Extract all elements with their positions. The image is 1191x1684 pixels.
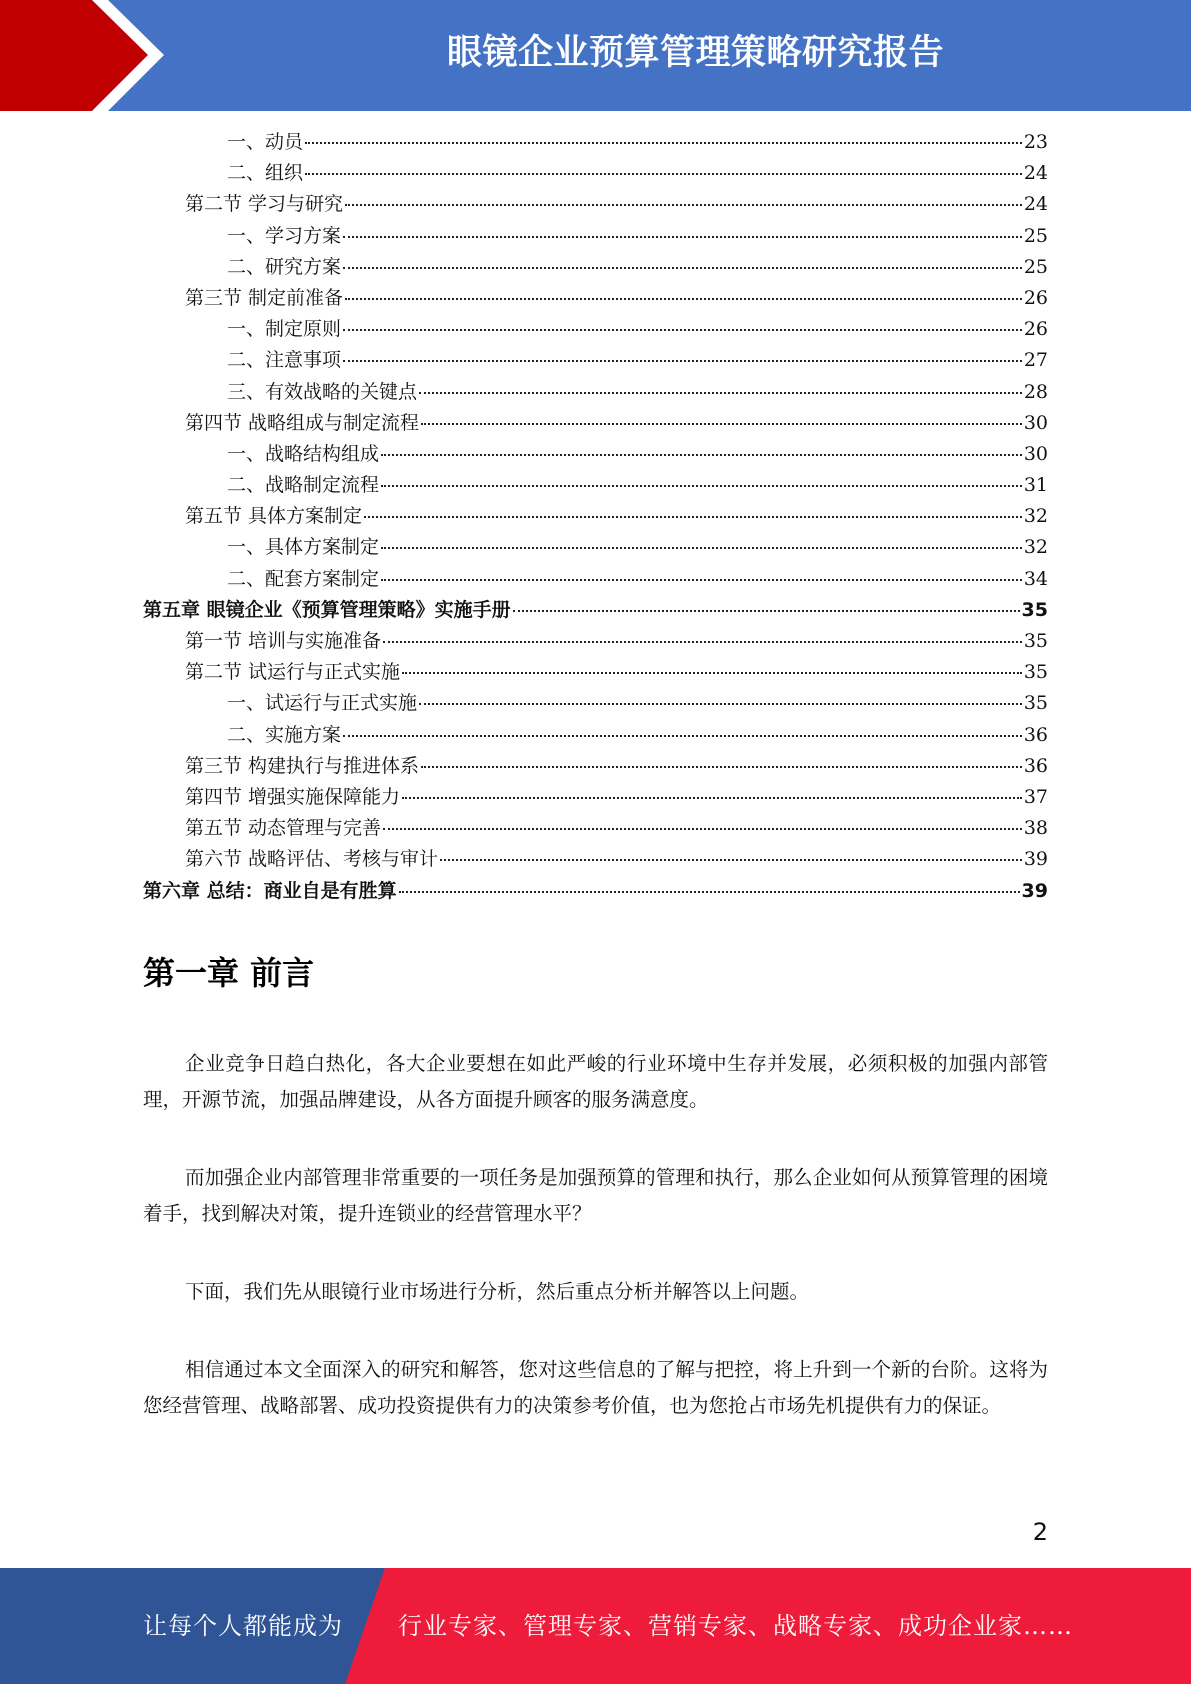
toc-entry-page: 35 (1021, 598, 1048, 621)
toc-entry-page: 26 (1023, 286, 1048, 309)
toc-entry-page: 30 (1023, 411, 1048, 434)
toc-entry[interactable] (143, 283, 1048, 314)
toc-entry-title: 一、学习方案 (227, 224, 342, 247)
toc-dot-leader (364, 516, 1022, 518)
toc-entry[interactable] (143, 782, 1048, 813)
toc-entry-page: 24 (1023, 193, 1048, 216)
toc-entry[interactable] (143, 876, 1048, 907)
toc-entry[interactable] (143, 377, 1048, 408)
toc-dot-leader (345, 298, 1022, 300)
toc-dot-leader (419, 703, 1022, 705)
toc-dot-leader (345, 204, 1022, 206)
toc-entry-page: 24 (1023, 162, 1048, 185)
toc-entry-title: 第一节 培训与实施准备 (185, 630, 382, 652)
document-title: 眼镜企业预算管理策略研究报告 (446, 33, 944, 73)
page-number: 2 (1032, 1518, 1048, 1546)
toc-entry-title: 第二节 试运行与正式实施 (185, 661, 401, 684)
toc-entry[interactable] (143, 501, 1048, 532)
toc-entry-title: 一、制定原则 (227, 318, 342, 341)
toc-dot-leader (419, 392, 1022, 394)
toc-dot-leader (343, 360, 1022, 362)
toc-entry-page: 25 (1023, 255, 1048, 278)
toc-dot-leader (305, 142, 1022, 144)
toc-entry[interactable] (143, 751, 1048, 782)
toc-entry-title: 第三节 构建执行与推进体系 (185, 754, 420, 777)
toc-entry[interactable] (143, 626, 1048, 657)
toc-dot-leader (381, 579, 1022, 581)
toc-entry-page: 35 (1023, 661, 1048, 684)
toc-entry-title: 二、研究方案 (227, 255, 342, 278)
table-of-contents (143, 127, 1048, 907)
paragraph: 而加强企业内部管理非常重要的一项任务是加强预算的管理和执行，那么企业如何从预算管理的困境着手，找到解决对策，提升连锁业的经营管理水平？ (143, 1166, 1048, 1225)
toc-dot-leader (440, 859, 1022, 861)
toc-entry[interactable] (143, 595, 1048, 626)
toc-entry-page: 35 (1023, 692, 1048, 715)
toc-entry[interactable] (143, 408, 1048, 439)
toc-entry-title: 二、注意事项 (227, 349, 342, 372)
toc-entry[interactable] (143, 813, 1048, 844)
toc-entry-page: 37 (1023, 785, 1048, 808)
toc-entry-page: 39 (1021, 879, 1048, 902)
toc-entry-title: 一、战略结构组成 (227, 442, 380, 465)
toc-dot-leader (381, 485, 1022, 487)
toc-entry-title: 二、战略制定流程 (227, 474, 380, 497)
toc-entry[interactable] (143, 221, 1048, 252)
toc-entry[interactable] (143, 657, 1048, 688)
toc-dot-leader (305, 173, 1022, 175)
toc-entry-title: 第五章 眼镜企业《预算管理策略》实施手册 (143, 598, 511, 621)
toc-entry-page: 27 (1023, 349, 1048, 372)
toc-dot-leader (381, 454, 1022, 456)
toc-entry[interactable] (143, 532, 1048, 563)
toc-entry-title: 第六节 战略评估、考核与审计 (185, 848, 439, 871)
toc-entry-title: 一、试运行与正式实施 (227, 692, 418, 715)
toc-entry[interactable] (143, 189, 1048, 220)
toc-entry-title: 二、组织 (227, 162, 304, 185)
toc-dot-leader (513, 610, 1020, 612)
toc-entry-title: 第四节 战略组成与制定流程 (185, 411, 420, 434)
toc-entry[interactable] (143, 252, 1048, 283)
toc-entry[interactable] (143, 844, 1048, 875)
toc-entry-page: 32 (1023, 505, 1048, 528)
toc-entry-page: 25 (1023, 224, 1048, 247)
toc-entry-page: 23 (1023, 131, 1048, 153)
toc-entry-page: 32 (1023, 536, 1048, 559)
toc-entry-page: 28 (1023, 380, 1048, 403)
toc-dot-leader (399, 891, 1020, 893)
toc-entry-title: 第四节 增强实施保障能力 (185, 785, 401, 808)
toc-entry-title: 二、配套方案制定 (227, 567, 380, 590)
toc-entry-title: 第五节 动态管理与完善 (185, 817, 382, 840)
toc-dot-leader (421, 423, 1022, 425)
toc-dot-leader (402, 672, 1022, 674)
toc-entry[interactable] (143, 314, 1048, 345)
chapter-title: 第一章 前言 (143, 954, 315, 992)
paragraph: 下面，我们先从眼镜行业市场进行分析，然后重点分析并解答以上问题。 (185, 1280, 810, 1303)
toc-entry[interactable] (143, 158, 1048, 189)
toc-dot-leader (343, 267, 1022, 269)
toc-dot-leader (421, 766, 1022, 768)
toc-entry-page: 38 (1023, 817, 1048, 840)
toc-entry-title: 第三节 制定前准备 (185, 286, 344, 309)
toc-dot-leader (402, 797, 1022, 799)
toc-dot-leader (381, 547, 1022, 549)
paragraph: 相信通过本文全面深入的研究和解答，您对这些信息的了解与把控，将上升到一个新的台阶。这将为您经营管理、战略部署、成功投资提供有力的决策参考价值，也为您抢占市场先机提供有力的保证。 (143, 1358, 1048, 1417)
toc-entry-title: 第五节 具体方案制定 (185, 505, 363, 528)
toc-entry-page: 35 (1023, 630, 1048, 652)
toc-entry-page: 36 (1023, 723, 1048, 746)
toc-entry-page: 26 (1023, 318, 1048, 341)
toc-entry[interactable] (143, 470, 1048, 501)
toc-dot-leader (343, 236, 1022, 238)
toc-entry-page: 34 (1023, 567, 1048, 590)
footer-slogan-right: 行业专家、管理专家、营销专家、战略专家、成功企业家…… (398, 1612, 1073, 1640)
toc-entry-title: 第二节 学习与研究 (185, 193, 344, 216)
toc-dot-leader (343, 329, 1022, 331)
toc-entry[interactable] (143, 564, 1048, 595)
toc-dot-leader (343, 735, 1022, 737)
toc-dot-leader (383, 641, 1022, 643)
toc-entry-title: 一、动员 (227, 131, 304, 153)
toc-entry[interactable] (143, 439, 1048, 470)
toc-entry-title: 第六章 总结：商业自是有胜算 (143, 879, 397, 902)
toc-entry-title: 一、具体方案制定 (227, 536, 380, 559)
toc-entry[interactable] (143, 345, 1048, 376)
toc-entry-title: 三、有效战略的关键点 (227, 380, 418, 403)
toc-entry[interactable] (143, 688, 1048, 719)
page-header (0, 0, 1191, 111)
toc-entry-page: 30 (1023, 442, 1048, 465)
toc-entry-page: 31 (1023, 474, 1048, 497)
toc-entry[interactable] (143, 720, 1048, 751)
toc-dot-leader (383, 828, 1022, 830)
toc-entry-page: 39 (1023, 848, 1048, 871)
footer-slogan-left: 让每个人都能成为 (143, 1612, 343, 1640)
paragraph: 企业竞争日趋白热化，各大企业要想在如此严峻的行业环境中生存并发展，必须积极的加强内部管理，开源节流，加强品牌建设，从各方面提升顾客的服务满意度。 (143, 1052, 1048, 1111)
toc-entry[interactable] (143, 127, 1048, 158)
toc-entry-title: 二、实施方案 (227, 723, 342, 746)
page-footer (0, 1568, 1191, 1684)
toc-entry-page: 36 (1023, 754, 1048, 777)
